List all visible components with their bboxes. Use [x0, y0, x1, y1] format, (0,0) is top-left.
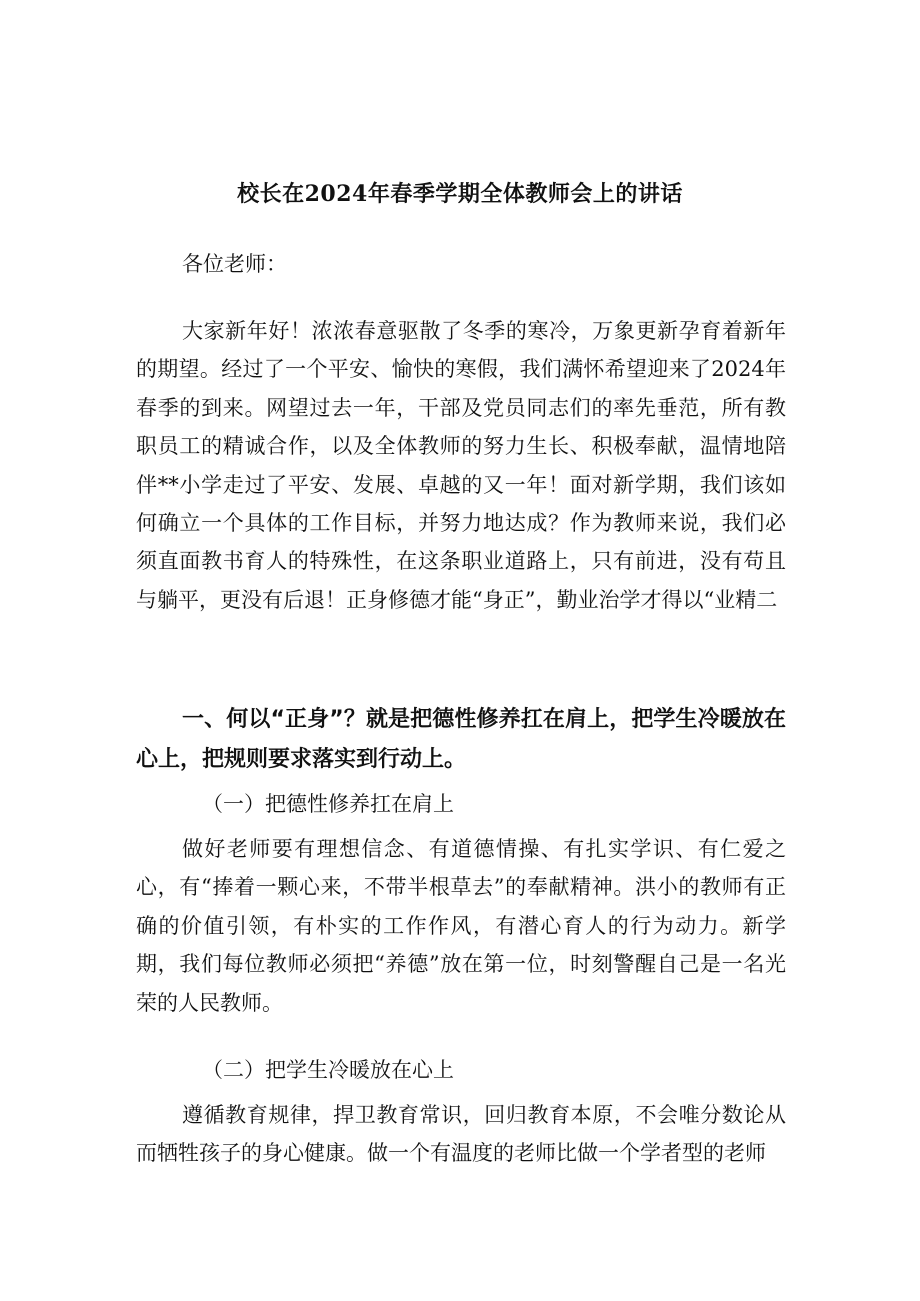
paragraph-virtue: 做好老师要有理想信念、有道德情操、有扎实学识、有仁爱之心，有“捧着一颗心来，不带半根草去”的奉献精神。洪小的教师有正确的价值引领，有朴实的工作作风，有潜心育人的行为动力。新学期，我们每位教师必须把“养德”放在第一位，时刻警醒自己是一名光荣的人民教师。 [136, 837, 786, 1015]
paragraph-intro: 大家新年好！浓浓春意驱散了冬季的寒冷，万象更新孕育着新年的期望。经过了一个平安、愉快的寒假，我们满怀希望迎来了2024年春季的到来。网望过去一年，干部及党员同志们的率先垂范，所有教职员工的精诚合作，以及全体教师的努力生长、积极奉献，温情地陪伴**小学走过了平安、发展、卓越的又一年！面对新学期，我们该如何确立一个具体的工作目标，并努力地达成？作为教师来说，我们必须直面教书育人的特殊性，在这条职业道路上，只有前进，没有苟且与躺平，更没有后退！正身修德才能“身正”，勤业治学才得以“业精二 [136, 319, 786, 612]
subheading-2: （二）把学生冷暖放在心上 [202, 1058, 454, 1082]
salutation: 各位老师： [182, 252, 287, 276]
subheading-1: （一）把德性修养扛在肩上 [202, 792, 454, 816]
document-title: 校长在2024年春季学期全体教师会上的讲话 [237, 181, 683, 207]
paragraph-students: 遵循教育规律，捍卫教育常识，回归教育本原，不会唯分数论从而牺牲孩子的身心健康。做一个有温度的老师比做一个学者型的老师 [136, 1103, 786, 1166]
section-heading-1: 一、何以“正身”？就是把德性修养扛在肩上，把学生冷暖放在心上，把规则要求落实到行动上。 [136, 707, 786, 772]
